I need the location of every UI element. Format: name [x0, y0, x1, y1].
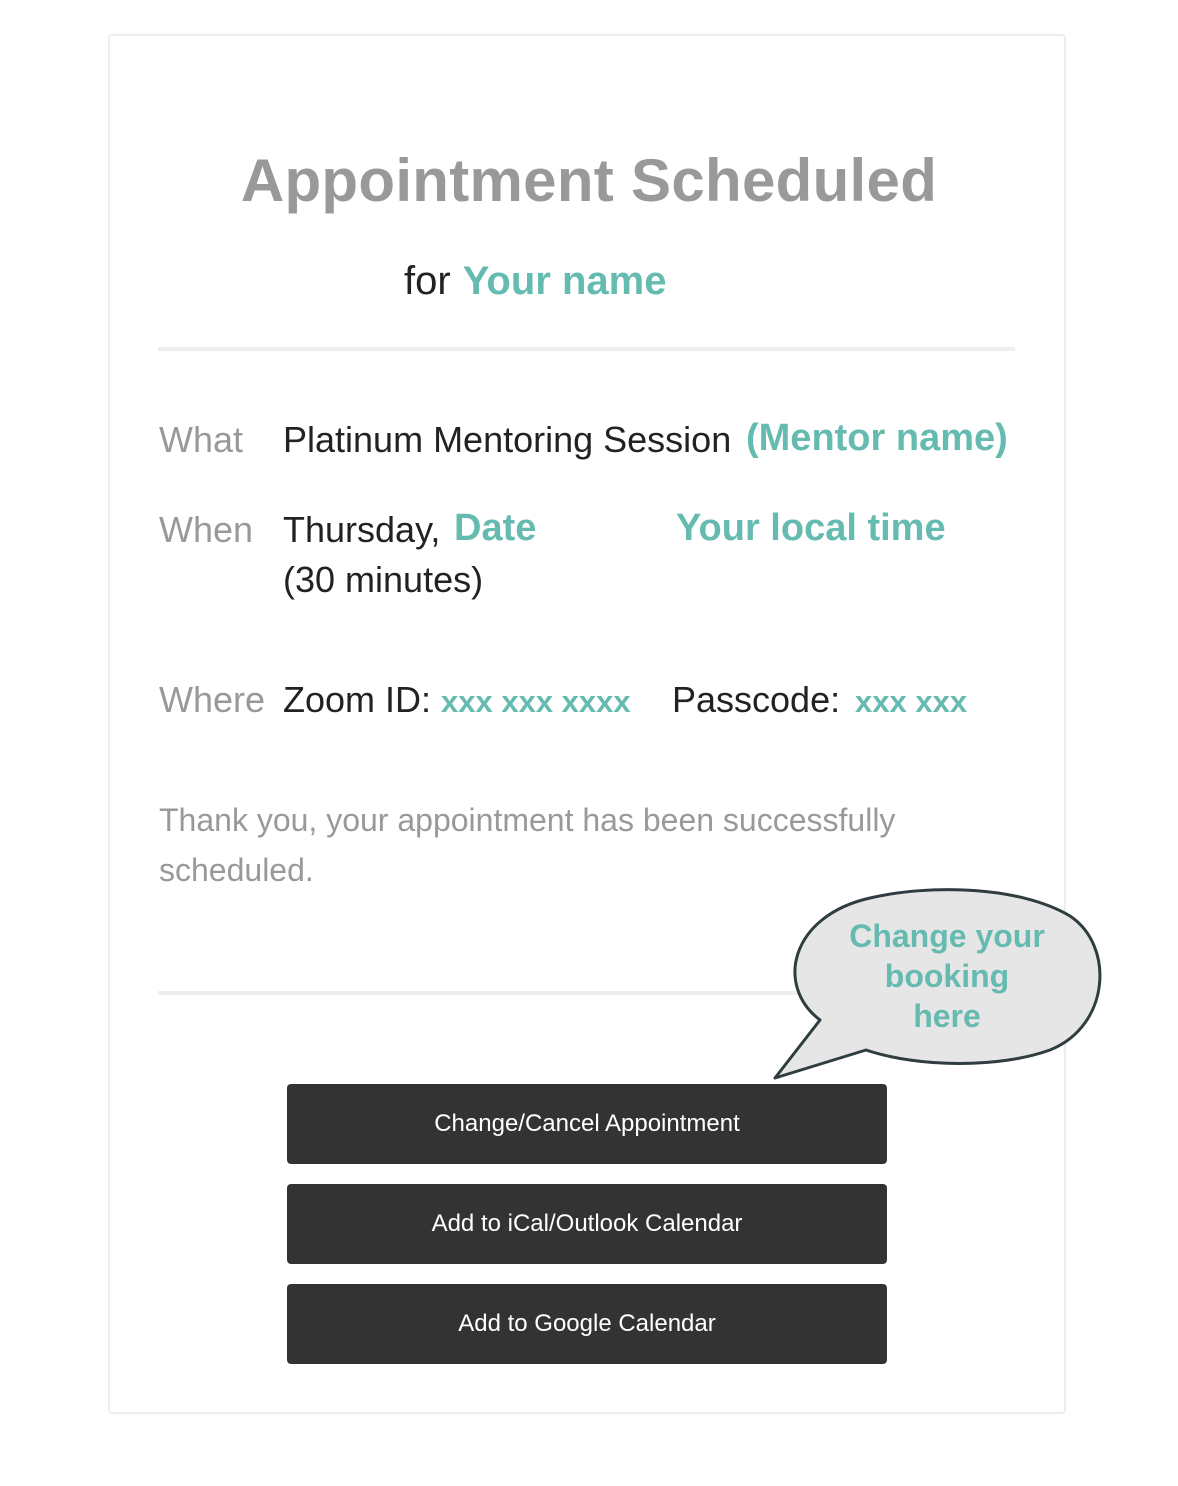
- callout-line: Change your: [849, 918, 1045, 954]
- for-line: [404, 256, 666, 306]
- what-label: What: [159, 419, 244, 460]
- page-title: Appointment Scheduled: [240, 147, 938, 214]
- callout-line: booking: [884, 958, 1010, 994]
- duration-text: (30 minutes): [283, 559, 484, 600]
- bottom-divider: [158, 991, 818, 995]
- add-ical-outlook-button[interactable]: Add to iCal/Outlook Calendar: [287, 1184, 887, 1264]
- day-text: Thursday,: [283, 509, 441, 550]
- callout-text: [815, 916, 1079, 1036]
- zoom-id-label: Zoom ID:: [283, 679, 432, 720]
- date-placeholder: Date: [454, 507, 537, 549]
- name-placeholder: Your name: [462, 259, 667, 303]
- session-name: Platinum Mentoring Session: [283, 419, 732, 460]
- mentor-name: (Mentor name): [746, 417, 1008, 459]
- change-cancel-appointment-button[interactable]: Change/Cancel Appointment: [287, 1084, 887, 1164]
- top-divider: [158, 347, 1015, 351]
- local-time-placeholder: Your local time: [676, 507, 946, 549]
- zoom-id-value: xxx xxx xxxx: [441, 684, 631, 719]
- callout-line: here: [913, 998, 981, 1034]
- success-message: Thank you, your appointment has been successfully scheduled.: [159, 802, 896, 888]
- passcode-value: xxx xxx: [855, 684, 968, 719]
- passcode-label: Passcode:: [672, 679, 841, 720]
- where-label: Where: [159, 679, 266, 720]
- when-label: When: [159, 509, 254, 550]
- add-google-calendar-button[interactable]: Add to Google Calendar: [287, 1284, 887, 1364]
- for-label: for: [404, 259, 451, 303]
